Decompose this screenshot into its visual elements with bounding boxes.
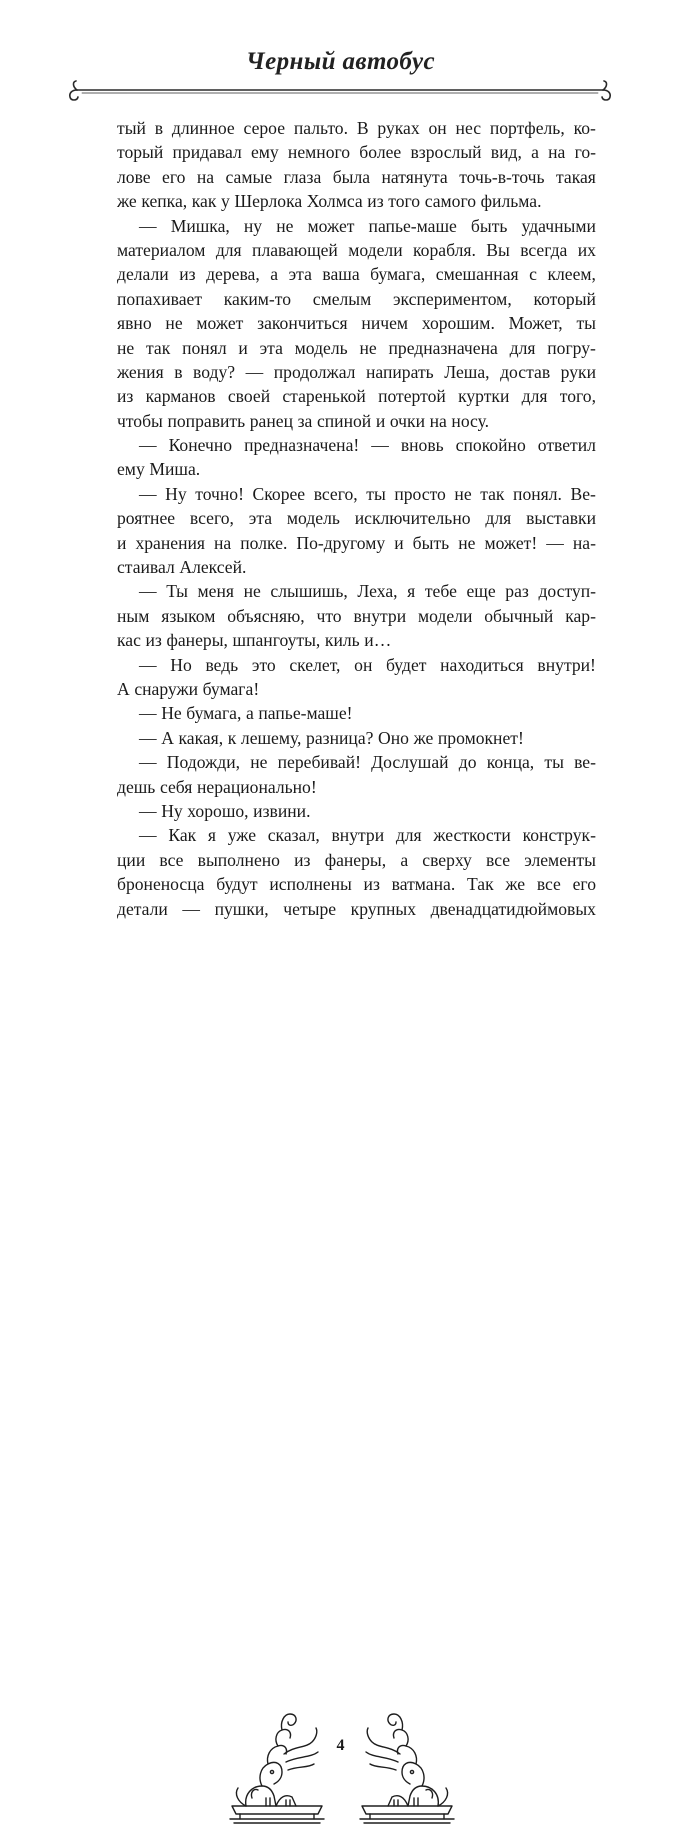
word: может! bbox=[484, 532, 538, 553]
word: меня bbox=[197, 581, 234, 602]
text-line bbox=[117, 409, 596, 433]
word: Шерлока bbox=[234, 191, 303, 212]
word: не bbox=[454, 483, 472, 504]
word: экспериментом, bbox=[393, 288, 512, 309]
word: снаружи bbox=[134, 678, 199, 699]
word: ко- bbox=[573, 118, 596, 138]
word: ну bbox=[243, 215, 263, 236]
word: еще bbox=[466, 581, 496, 602]
word: взрослый bbox=[410, 142, 482, 163]
word: киль bbox=[324, 630, 360, 651]
word: извини. bbox=[253, 800, 311, 821]
word: Ну bbox=[161, 800, 183, 821]
word: смелым bbox=[312, 288, 372, 309]
word: эта bbox=[259, 337, 283, 358]
word: Холмса bbox=[306, 191, 363, 212]
word: так bbox=[146, 337, 171, 358]
word: до bbox=[458, 752, 477, 773]
word: вид, bbox=[490, 142, 522, 163]
word: того, bbox=[559, 386, 596, 407]
word: самые bbox=[225, 166, 273, 187]
text-line bbox=[117, 457, 596, 481]
word: удачными bbox=[521, 215, 596, 236]
word: быть bbox=[412, 532, 450, 553]
word: предназначена! bbox=[244, 435, 360, 456]
word: А bbox=[117, 678, 130, 699]
word: бумага! bbox=[202, 678, 260, 699]
word: же bbox=[505, 874, 526, 895]
word: фильма. bbox=[480, 191, 542, 212]
word: он bbox=[428, 118, 447, 138]
griffin-ornament-icon bbox=[352, 1702, 462, 1832]
word: что bbox=[316, 605, 342, 626]
word: Оно bbox=[378, 727, 409, 748]
word: скелет, bbox=[289, 654, 341, 675]
word: воду? bbox=[193, 361, 236, 382]
word: дешь bbox=[117, 776, 156, 797]
text-line bbox=[117, 506, 596, 530]
word: и bbox=[375, 410, 386, 431]
word: материалом bbox=[117, 239, 206, 260]
word: спиной bbox=[316, 410, 372, 431]
text-line bbox=[117, 799, 596, 823]
word: двенадцатидюймовых bbox=[430, 898, 596, 919]
word: тебе bbox=[424, 581, 457, 602]
word: явно bbox=[117, 313, 152, 334]
word: из bbox=[367, 191, 384, 212]
page-number: 4 bbox=[336, 1737, 345, 1754]
word: их bbox=[577, 239, 596, 260]
word: дерева, bbox=[206, 264, 260, 285]
word: и… bbox=[364, 630, 392, 651]
word: ватмана. bbox=[391, 874, 456, 895]
word: у bbox=[220, 191, 230, 212]
word: Ве- bbox=[570, 483, 596, 504]
word: и bbox=[238, 337, 248, 358]
word: Ты bbox=[166, 581, 188, 602]
word: — bbox=[182, 898, 200, 919]
word: напирать bbox=[365, 361, 434, 382]
word: обычный bbox=[484, 605, 554, 626]
text-line bbox=[117, 311, 596, 335]
word: из bbox=[117, 386, 134, 407]
word: плавающей bbox=[252, 239, 338, 260]
word: портфель, bbox=[489, 118, 565, 138]
word: ции bbox=[117, 849, 146, 870]
word: лове bbox=[117, 166, 151, 187]
word: исполнены bbox=[269, 874, 352, 895]
text-line bbox=[117, 287, 596, 311]
word: он bbox=[354, 654, 373, 675]
word: конструк- bbox=[522, 825, 596, 846]
word: Но bbox=[170, 654, 192, 675]
word: делали bbox=[117, 264, 169, 285]
word: на bbox=[214, 532, 232, 553]
word: себя bbox=[159, 776, 193, 797]
word: придавал bbox=[172, 142, 242, 163]
word: руках bbox=[377, 118, 420, 138]
word: а bbox=[270, 264, 279, 285]
running-title: Черный автобус bbox=[246, 48, 435, 75]
word: на bbox=[548, 142, 566, 163]
word: лешему, bbox=[240, 727, 302, 748]
word: носу. bbox=[451, 410, 490, 431]
word: все bbox=[536, 874, 561, 895]
word: закончиться bbox=[257, 313, 348, 334]
word: папье-маше bbox=[368, 215, 457, 236]
word: Как bbox=[168, 825, 197, 846]
word: его bbox=[162, 166, 186, 187]
word: клеем, bbox=[547, 264, 596, 285]
word: кепка, bbox=[141, 191, 188, 212]
word: модели bbox=[348, 239, 403, 260]
word: Так bbox=[466, 874, 494, 895]
word: ваша bbox=[322, 264, 360, 285]
word: поправить bbox=[167, 410, 246, 431]
word: — bbox=[139, 752, 157, 773]
text-line bbox=[117, 433, 596, 457]
word: спокойно bbox=[455, 435, 526, 456]
word: не bbox=[250, 752, 268, 773]
word: ты bbox=[544, 752, 564, 773]
word: фанеры, bbox=[166, 630, 228, 651]
word: всего, bbox=[313, 483, 358, 504]
word: Скорее bbox=[252, 483, 306, 504]
word: не bbox=[359, 337, 377, 358]
word: нес bbox=[455, 118, 482, 138]
word: полке. bbox=[240, 532, 288, 553]
word: го- bbox=[574, 142, 596, 163]
word: быть bbox=[470, 215, 508, 236]
word: более bbox=[359, 142, 402, 163]
word: какая, bbox=[178, 727, 224, 748]
word: с bbox=[529, 264, 537, 285]
word: я bbox=[207, 825, 216, 846]
word: сказал, bbox=[267, 825, 320, 846]
text-line bbox=[117, 531, 596, 555]
word: исключительно bbox=[354, 508, 471, 529]
word: шпангоуты, bbox=[232, 630, 321, 651]
griffin-ornament-icon bbox=[222, 1702, 332, 1832]
word: пальто. bbox=[293, 118, 348, 138]
word: понял bbox=[182, 337, 227, 358]
word: же bbox=[413, 727, 434, 748]
word: для bbox=[215, 239, 242, 260]
word: такая bbox=[556, 166, 596, 187]
word: ведь bbox=[205, 654, 239, 675]
word: Ну bbox=[165, 483, 187, 504]
word: — bbox=[139, 825, 157, 846]
word: и bbox=[117, 532, 127, 553]
word: будут bbox=[216, 874, 258, 895]
word: детали bbox=[117, 898, 168, 919]
word: просто bbox=[394, 483, 446, 504]
text-line bbox=[117, 214, 596, 238]
word: находиться bbox=[440, 654, 524, 675]
word: ничем bbox=[361, 313, 409, 334]
word: ты bbox=[366, 483, 386, 504]
word: тый bbox=[117, 118, 146, 138]
word: пушки, bbox=[214, 898, 269, 919]
word: кар- bbox=[565, 605, 596, 626]
word: ему bbox=[250, 142, 279, 163]
word: четыре bbox=[283, 898, 337, 919]
word: хорошо, bbox=[187, 800, 249, 821]
word: Мишка, bbox=[170, 215, 230, 236]
word: жесткости bbox=[433, 825, 511, 846]
word: модель bbox=[286, 508, 340, 529]
word: же bbox=[117, 191, 137, 212]
word: модель bbox=[294, 337, 348, 358]
word: — bbox=[546, 532, 564, 553]
word: а bbox=[531, 142, 539, 163]
word: внутри! bbox=[537, 654, 596, 675]
word: так bbox=[480, 483, 505, 504]
word: хорошим. bbox=[421, 313, 495, 334]
word: не bbox=[243, 581, 261, 602]
text-line bbox=[117, 555, 596, 579]
word: к bbox=[227, 727, 237, 748]
word: стаивал bbox=[117, 557, 175, 578]
text-line bbox=[117, 165, 596, 189]
word: не bbox=[165, 313, 183, 334]
word: ранец bbox=[249, 410, 293, 431]
word: не bbox=[458, 532, 476, 553]
word: как bbox=[191, 191, 217, 212]
word: — bbox=[139, 581, 157, 602]
word: — bbox=[139, 215, 157, 236]
word: языком bbox=[161, 605, 216, 626]
word: — bbox=[139, 727, 157, 748]
word: раз bbox=[505, 581, 529, 602]
word: Леха, bbox=[357, 581, 398, 602]
word: Миша. bbox=[149, 459, 201, 480]
word: из bbox=[363, 874, 380, 895]
word: достав bbox=[500, 361, 551, 382]
word: корабля. bbox=[413, 239, 476, 260]
word: объясняю, bbox=[227, 605, 305, 626]
word: может bbox=[196, 313, 244, 334]
word: в bbox=[154, 118, 164, 138]
word: сверху bbox=[422, 849, 472, 870]
word: своей bbox=[227, 386, 271, 407]
word: кас bbox=[117, 630, 141, 651]
word: на bbox=[429, 410, 447, 431]
word: Конечно bbox=[168, 435, 233, 456]
word: это bbox=[251, 654, 276, 675]
word: эта bbox=[288, 264, 312, 285]
word: длинное bbox=[171, 118, 235, 138]
word: а bbox=[245, 703, 254, 724]
word: жения bbox=[117, 361, 164, 382]
word: в bbox=[174, 361, 183, 382]
word: самого bbox=[424, 191, 477, 212]
word: все bbox=[159, 849, 184, 870]
word: — bbox=[139, 654, 157, 675]
word: доступ- bbox=[538, 581, 596, 602]
word: элементы bbox=[524, 849, 596, 870]
word: который bbox=[533, 288, 596, 309]
word: выставки bbox=[526, 508, 596, 529]
word: не bbox=[276, 215, 294, 236]
word: бумага, bbox=[186, 703, 242, 724]
word: ты bbox=[576, 313, 596, 334]
word: эта bbox=[248, 508, 273, 529]
word: Может, bbox=[508, 313, 563, 334]
word: точь-в-точь bbox=[459, 166, 545, 187]
word: — bbox=[139, 800, 157, 821]
page-header bbox=[0, 0, 681, 110]
page-footer bbox=[0, 850, 681, 1754]
word: немного bbox=[287, 142, 351, 163]
word: хранения bbox=[135, 532, 205, 553]
word: на- bbox=[572, 532, 596, 553]
text-line bbox=[117, 189, 596, 213]
word: папье-маше! bbox=[258, 703, 353, 724]
word: глаза bbox=[283, 166, 322, 187]
word: очки bbox=[389, 410, 425, 431]
word: перебивай! bbox=[277, 752, 361, 773]
word: на bbox=[196, 166, 215, 187]
text-line bbox=[117, 750, 596, 774]
text-line bbox=[117, 653, 596, 677]
word: для bbox=[485, 508, 512, 529]
text-line bbox=[117, 726, 596, 750]
word: смешанная bbox=[435, 264, 519, 285]
word: конца, bbox=[486, 752, 535, 773]
word: Подожди, bbox=[166, 752, 241, 773]
text-line bbox=[117, 579, 596, 603]
word: я bbox=[407, 581, 416, 602]
word: ве- bbox=[574, 752, 596, 773]
word: вновь bbox=[400, 435, 444, 456]
word: карманов bbox=[145, 386, 216, 407]
word: внутри bbox=[331, 825, 385, 846]
text-line bbox=[117, 628, 596, 652]
word: будет bbox=[386, 654, 427, 675]
word: Вы bbox=[486, 239, 510, 260]
word: — bbox=[139, 703, 157, 724]
word: из bbox=[294, 849, 311, 870]
word: предназначена bbox=[388, 337, 498, 358]
word: По-другому bbox=[296, 532, 386, 553]
word: для bbox=[521, 386, 548, 407]
word: старенькой bbox=[282, 386, 366, 407]
word: его bbox=[572, 874, 596, 895]
text-line bbox=[117, 482, 596, 506]
word: куртки bbox=[458, 386, 510, 407]
text-line bbox=[117, 262, 596, 286]
word: — bbox=[245, 361, 264, 382]
word: и bbox=[394, 532, 404, 553]
word: точно! bbox=[195, 483, 244, 504]
word: — bbox=[371, 435, 389, 456]
word: нерационально! bbox=[196, 776, 317, 797]
word: не bbox=[117, 337, 135, 358]
text-line bbox=[117, 360, 596, 384]
word: модели bbox=[417, 605, 473, 626]
word: ным bbox=[117, 605, 150, 626]
text-line bbox=[117, 604, 596, 628]
word: Алексей. bbox=[179, 557, 247, 578]
word: В bbox=[356, 118, 369, 138]
word: А bbox=[161, 727, 174, 748]
word: роятнее bbox=[117, 508, 176, 529]
word: все bbox=[486, 849, 511, 870]
text-line bbox=[117, 823, 596, 847]
text-line bbox=[117, 384, 596, 408]
text-line bbox=[117, 336, 596, 360]
word: всего, bbox=[189, 508, 234, 529]
word: натянута bbox=[381, 166, 448, 187]
word: из bbox=[179, 264, 196, 285]
word: крупных bbox=[350, 898, 416, 919]
word: а bbox=[400, 849, 409, 870]
word: понял. bbox=[513, 483, 562, 504]
word: уже bbox=[227, 825, 257, 846]
word: для bbox=[395, 825, 422, 846]
word: фанеры, bbox=[324, 849, 387, 870]
word: для bbox=[509, 337, 536, 358]
word: бумага, bbox=[370, 264, 426, 285]
word: ответил bbox=[537, 435, 596, 456]
word: за bbox=[297, 410, 313, 431]
word: Не bbox=[161, 703, 182, 724]
word: из bbox=[145, 630, 162, 651]
word: попахивает bbox=[117, 288, 203, 309]
word: потертой bbox=[378, 386, 446, 407]
word: торый bbox=[117, 142, 164, 163]
word: чтобы bbox=[117, 410, 163, 431]
word: была bbox=[332, 166, 371, 187]
word: серое bbox=[243, 118, 285, 138]
text-line bbox=[117, 701, 596, 725]
word: выполнено bbox=[197, 849, 280, 870]
word: — bbox=[139, 483, 157, 504]
word: внутри bbox=[353, 605, 407, 626]
word: разница? bbox=[306, 727, 374, 748]
text-line bbox=[117, 140, 596, 164]
text-line bbox=[117, 238, 596, 262]
word: каким-то bbox=[223, 288, 292, 309]
body-text bbox=[117, 116, 596, 921]
word: всегда bbox=[520, 239, 568, 260]
word: того bbox=[388, 191, 421, 212]
word: руки bbox=[560, 361, 596, 382]
word: — bbox=[139, 435, 157, 456]
text-line bbox=[117, 677, 596, 701]
text-line bbox=[117, 775, 596, 799]
word: Дослушай bbox=[371, 752, 449, 773]
word: слышишь, bbox=[270, 581, 348, 602]
word: Леша, bbox=[444, 361, 490, 382]
word: ему bbox=[117, 459, 145, 480]
text-line bbox=[117, 116, 596, 140]
word: продолжал bbox=[273, 361, 356, 382]
word: броненосца bbox=[117, 874, 205, 895]
word: может bbox=[307, 215, 355, 236]
word: промокнет! bbox=[437, 727, 524, 748]
word: погру- bbox=[547, 337, 596, 358]
